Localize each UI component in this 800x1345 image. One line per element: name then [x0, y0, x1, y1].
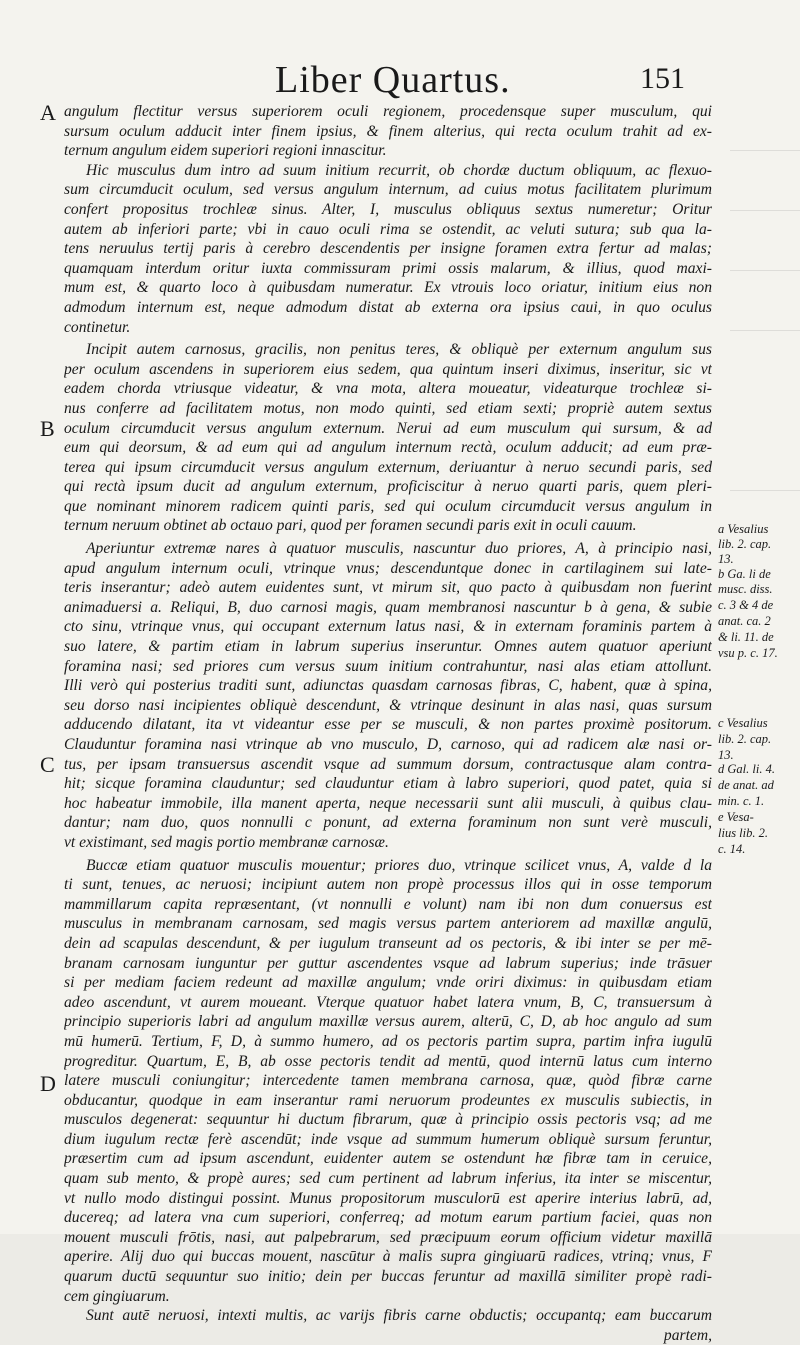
bleed-through: [730, 210, 800, 211]
text-line: præsertim cum ad ipsum ascendunt, euidenter autem se ostendunt hæ fibræ tam in ceruice,: [64, 1150, 712, 1168]
margin-note: 13.: [718, 748, 734, 762]
text-line: branam carnosam iunguntur per guttur ascendentes vsque ad labrum superius; inde trāsuer: [64, 954, 712, 972]
margin-note: & li. 11. de: [718, 630, 774, 644]
bleed-through: [730, 150, 800, 151]
text-line: continetur.: [64, 318, 131, 336]
text-line: suo latere, & partim etiam in labrum superius inseruntur. Omnes autem quatuor aperiunt: [64, 638, 712, 656]
text-line: Sunt autē neruosi, intexti multis, ac varijs fibris carne obductis; occupantq; eam buccarum: [86, 1307, 712, 1325]
margin-note: musc. diss.: [718, 582, 773, 596]
text-line: ducereq; ad latera vna cum superiori, conferreq; ad motum earum partium faciei, quas non: [64, 1209, 712, 1227]
text-line: angulum flectitur versus superiorem oculi regionem, procedensque super musculum, qui: [64, 103, 712, 120]
paragraph: [40, 539, 712, 853]
paragraph: [64, 161, 712, 337]
text-line: Incipit autem carnosus, gracilis, non penitus teres, & obliquè per externum angulum sus: [86, 341, 712, 359]
text-line: teris inserantur; adeò autem euidentes sunt, vt mirum sit, quo pacto à quibusdam non fuerint: [64, 579, 712, 597]
text-line: hit; sicque foramina clauduntur; sed clauduntur etiam à labro superiori, quod patet, quia si: [64, 775, 712, 793]
text-line: Clauduntur foramina nasi vtrinque ab vno musculo, D, carnoso, qui ad radicem alæ nasi or-: [64, 736, 712, 753]
text-line: dein ad scapulas descendunt, & per iugulum transeunt ad os pectoris, & ibi inter se per mē-: [64, 934, 712, 952]
text-line: confert propositus trochleæ sinus. Alter, I, musculus obliquus sextus numeretur; Oritur: [64, 200, 712, 218]
text-line: animaduersi a. Reliqui, B, duo carnosi magis, quam membranosi nascuntur b à gena, & subie: [64, 598, 712, 616]
text-line: eadem chorda vtriusque videatur, & vna mota, altera moueatur, videaturque trochleæ si-: [64, 380, 712, 398]
paragraph: [40, 100, 712, 161]
text-line: quarum ductū sequuntur suo initio; dein per buccas feruntur ad maxillā similiter propè radi-: [64, 1268, 712, 1286]
margin-note: de anat. ad: [718, 778, 774, 792]
text-line: hoc habeatur immobile, illa manent aperta, neque necessarii sunt alii musculi, à quibus clau-: [64, 794, 712, 812]
margin-note: c. 3 & 4 de: [718, 598, 774, 612]
text-line: vt nullo modo distingui possint. Munus propositorum musculorū est aperire interius labrū, ad,: [64, 1189, 712, 1207]
text-line: quamquam interdum oritur iuxta commissuram primi ossis malarum, & illius, quod maxi-: [64, 259, 712, 277]
margin-note: d Gal. li. 4.: [718, 762, 775, 776]
text-line: ternum angulum eidem superiori regioni innascitur.: [64, 142, 387, 160]
text-line: mammillarum capita repræsentant, (vt nonnulli e volunt) nam ibi non dum conuersus est: [64, 895, 712, 913]
paragraph: [40, 856, 712, 1307]
text-line: Buccæ etiam quatuor musculis mouentur; priores duo, vtrinque scilicet vnus, A, valde d la: [86, 856, 712, 874]
text-line: cem gingiuarum.: [64, 1287, 170, 1305]
margin-note: lius lib. 2.: [718, 826, 769, 840]
text-line: autem ab inferiori parte; vbi in cauo oculi rima se ostendit, ac veluti sutura; sub qua la-: [64, 220, 712, 238]
text-line: nus conferre ad facilitatem motus, non modo quinti, sed etiam sexti; propriè autem sextus: [64, 399, 712, 417]
text-line: quam sub mento, & propè aures; sed cum pertinent ad labrum inferius, ita inter se miscentur,: [64, 1170, 712, 1188]
bleed-through: [730, 330, 800, 331]
text-line: Aperiuntur extremæ nares à quatuor musculis, nascuntur duo priores, A, à principio nasi,: [86, 540, 712, 558]
text-line: que nominant minorem radicem quinti paris, sed qui oculum circumducit versus angulum in: [64, 497, 712, 515]
section-mark-d: D: [40, 1070, 56, 1096]
running-title: Liber Quartus.: [275, 59, 511, 101]
text-line: tus, per ipsam transuersus ascendit vsque ad summum dorsum, contractusque alam contra-: [64, 755, 712, 773]
text-line: apud angulum internum oculi, vtrinque vnus; descenduntque donec in cartilaginem sui late-: [64, 559, 712, 577]
margin-note: min. c. 1.: [718, 794, 765, 808]
page-header: [0, 58, 800, 108]
margin-note: e Vesa-: [718, 810, 754, 824]
margin-note: a Vesalius: [718, 522, 769, 536]
text-line: Illi verò qui posterius traditi sunt, adiunctas quasdam carnosas fibras, C, habent, quæ à spina,: [64, 677, 712, 695]
text-line: eum qui deorsum, & ad eum qui ad angulum internum rectà, oculum adducit; ad eum præ-: [64, 439, 712, 457]
text-line: vt existimant, sed magis portio membranæ carnosæ.: [64, 833, 389, 851]
bleed-through: [730, 270, 800, 271]
text-line: obducantur, quodque in eam inserantur rami neruorum prodeuntes ex musculis subiectis, in: [64, 1091, 712, 1109]
margin-note: b Ga. li de: [718, 567, 771, 581]
paragraph: [40, 340, 712, 536]
text-line: musculus in membranam carnosam, sed magis versus partem anteriorem ad maxillæ angulū,: [64, 915, 712, 933]
text-line: si per mediam faciem redeunt ad maxillæ angulum; vnde oriri diximus: in quibusdam etiam: [64, 974, 712, 992]
section-mark-c: C: [40, 752, 55, 778]
text-line: dantur; nam duo, quos nonnulli c ponunt, ad externa foraminum non sunt verè musculi,: [64, 814, 712, 832]
margin-note: vsu p. c. 17.: [718, 646, 778, 660]
paragraph: [64, 1306, 712, 1345]
margin-note: c. 14.: [718, 842, 746, 856]
section-mark-a: A: [40, 100, 56, 125]
text-line: aperire. Alij duo qui buccas mouent, nascūtur à malis supra gingiuarū radices, vtrinq; vnus, F: [64, 1248, 712, 1266]
margin-note: lib. 2. cap.: [718, 732, 772, 746]
text-line: principio superioris labri ad angulum maxillæ versus aurem, alterū, C, D, ab hoc angulo ad sum: [64, 1013, 712, 1031]
text-line: per oculum ascendens in superiorem eius sedem, qua quintum inseri diximus, inseritur, sic vt: [64, 360, 712, 378]
section-mark-b: B: [40, 416, 55, 442]
text-line: musculos degenerat: sequuntur hi ductum fibrarum, quæ à principio ossis pectoris vsq; ad me: [64, 1111, 712, 1129]
text-line: cto sinu, vtrinque vnus, qui occupant externum latus nasi, & in externam foraminis partem à: [64, 618, 712, 636]
margin-note: anat. ca. 2: [718, 614, 771, 628]
margin-note: 13.: [718, 552, 734, 566]
text-line: mum est, & quarto loco à quibusdam numeratur. Ex vtrouis loco oriatur, initium eius non: [64, 279, 712, 297]
text-line: ti sunt, tenues, ac neruosi; incipiunt autem non propè processus illos qui in osse temporum: [64, 876, 712, 894]
text-line: mū humerū. Tertium, F, D, à summo humero, ad os pectoris partim supra, partim infra iugulū: [64, 1032, 712, 1050]
text-line: seu dorso nasi incipientes obliquè descendunt, & vtrinque desinunt in alas nasi, quas sursum: [64, 696, 712, 714]
text-line: admodum internum est, neque admodum distat ab externa ora ipsius caui, in quo oculus: [64, 298, 712, 316]
text-line: sum circumducit oculum, sed versus angulum internum, ad cuius motus facilitatem plurimum: [64, 181, 712, 199]
text-line: adeo ascendunt, vt aurem moueant. Vterque quatuor habet latera vnum, B, C, transuersum à: [64, 993, 712, 1011]
bleed-through: [730, 490, 800, 491]
text-line: foramina nasi; sed priores cum versus suum initium contrahuntur, nasi alas etiam attollunt.: [64, 657, 712, 675]
text-line: progreditur. Quartum, E, B, ab osse pectoris tendit ad mentū, quod internū latus cum interno: [64, 1052, 712, 1070]
catchword: partem,: [663, 1326, 712, 1344]
text-line: latere musculi coniungitur; intercedente tamen membrana carnosa, quæ, quòd fibræ carne: [64, 1072, 712, 1090]
text-line: dium iugulum rectæ ferè ascendūt; inde vsque ad summum humerum obliquè sursum feruntur,: [64, 1130, 712, 1148]
text-line: adducendo dilatant, ita vt videantur esse per se musculi, & non partes proximè positorum.: [64, 716, 712, 734]
text-line: tens neruulus tertij paris à cerebro descendentis per insigne foramen extra fertur ad malas;: [64, 240, 712, 258]
text-line: ternum neruum obtinet ab octauo pari, quod per foramen secundi paris exit in oculi cauum.: [64, 517, 637, 535]
text-line: qui rectà ipsum ducit ad angulum externum, proficiscitur à neruo quarti paris, quem pleri-: [64, 478, 712, 496]
text-line: terea qui ipsum circumducit versus angulum externum, deriuantur à neruo secundi paris, sed: [64, 458, 712, 476]
text-line: oculum circumducit versus angulum externum. Nerui ad eum musculum qui sursum, & ad: [64, 419, 712, 437]
text-line: Hic musculus dum intro ad suum initium recurrit, ob chordæ ductum obliquum, ac flexuo-: [86, 161, 712, 179]
margin-note: c Vesalius: [718, 716, 768, 730]
main-text: [40, 102, 712, 1345]
text-line: mouent musculi frōtis, nasi, aut palpebrarum, sed præcipuum eorum officium videtur maxillā: [64, 1228, 712, 1246]
margin-note: lib. 2. cap.: [718, 537, 772, 551]
page-number: 151: [640, 62, 685, 95]
text-line: sursum oculum adducit inter finem ipsius, & finem alterius, qui recta oculum trahit ad ex-: [64, 122, 712, 140]
